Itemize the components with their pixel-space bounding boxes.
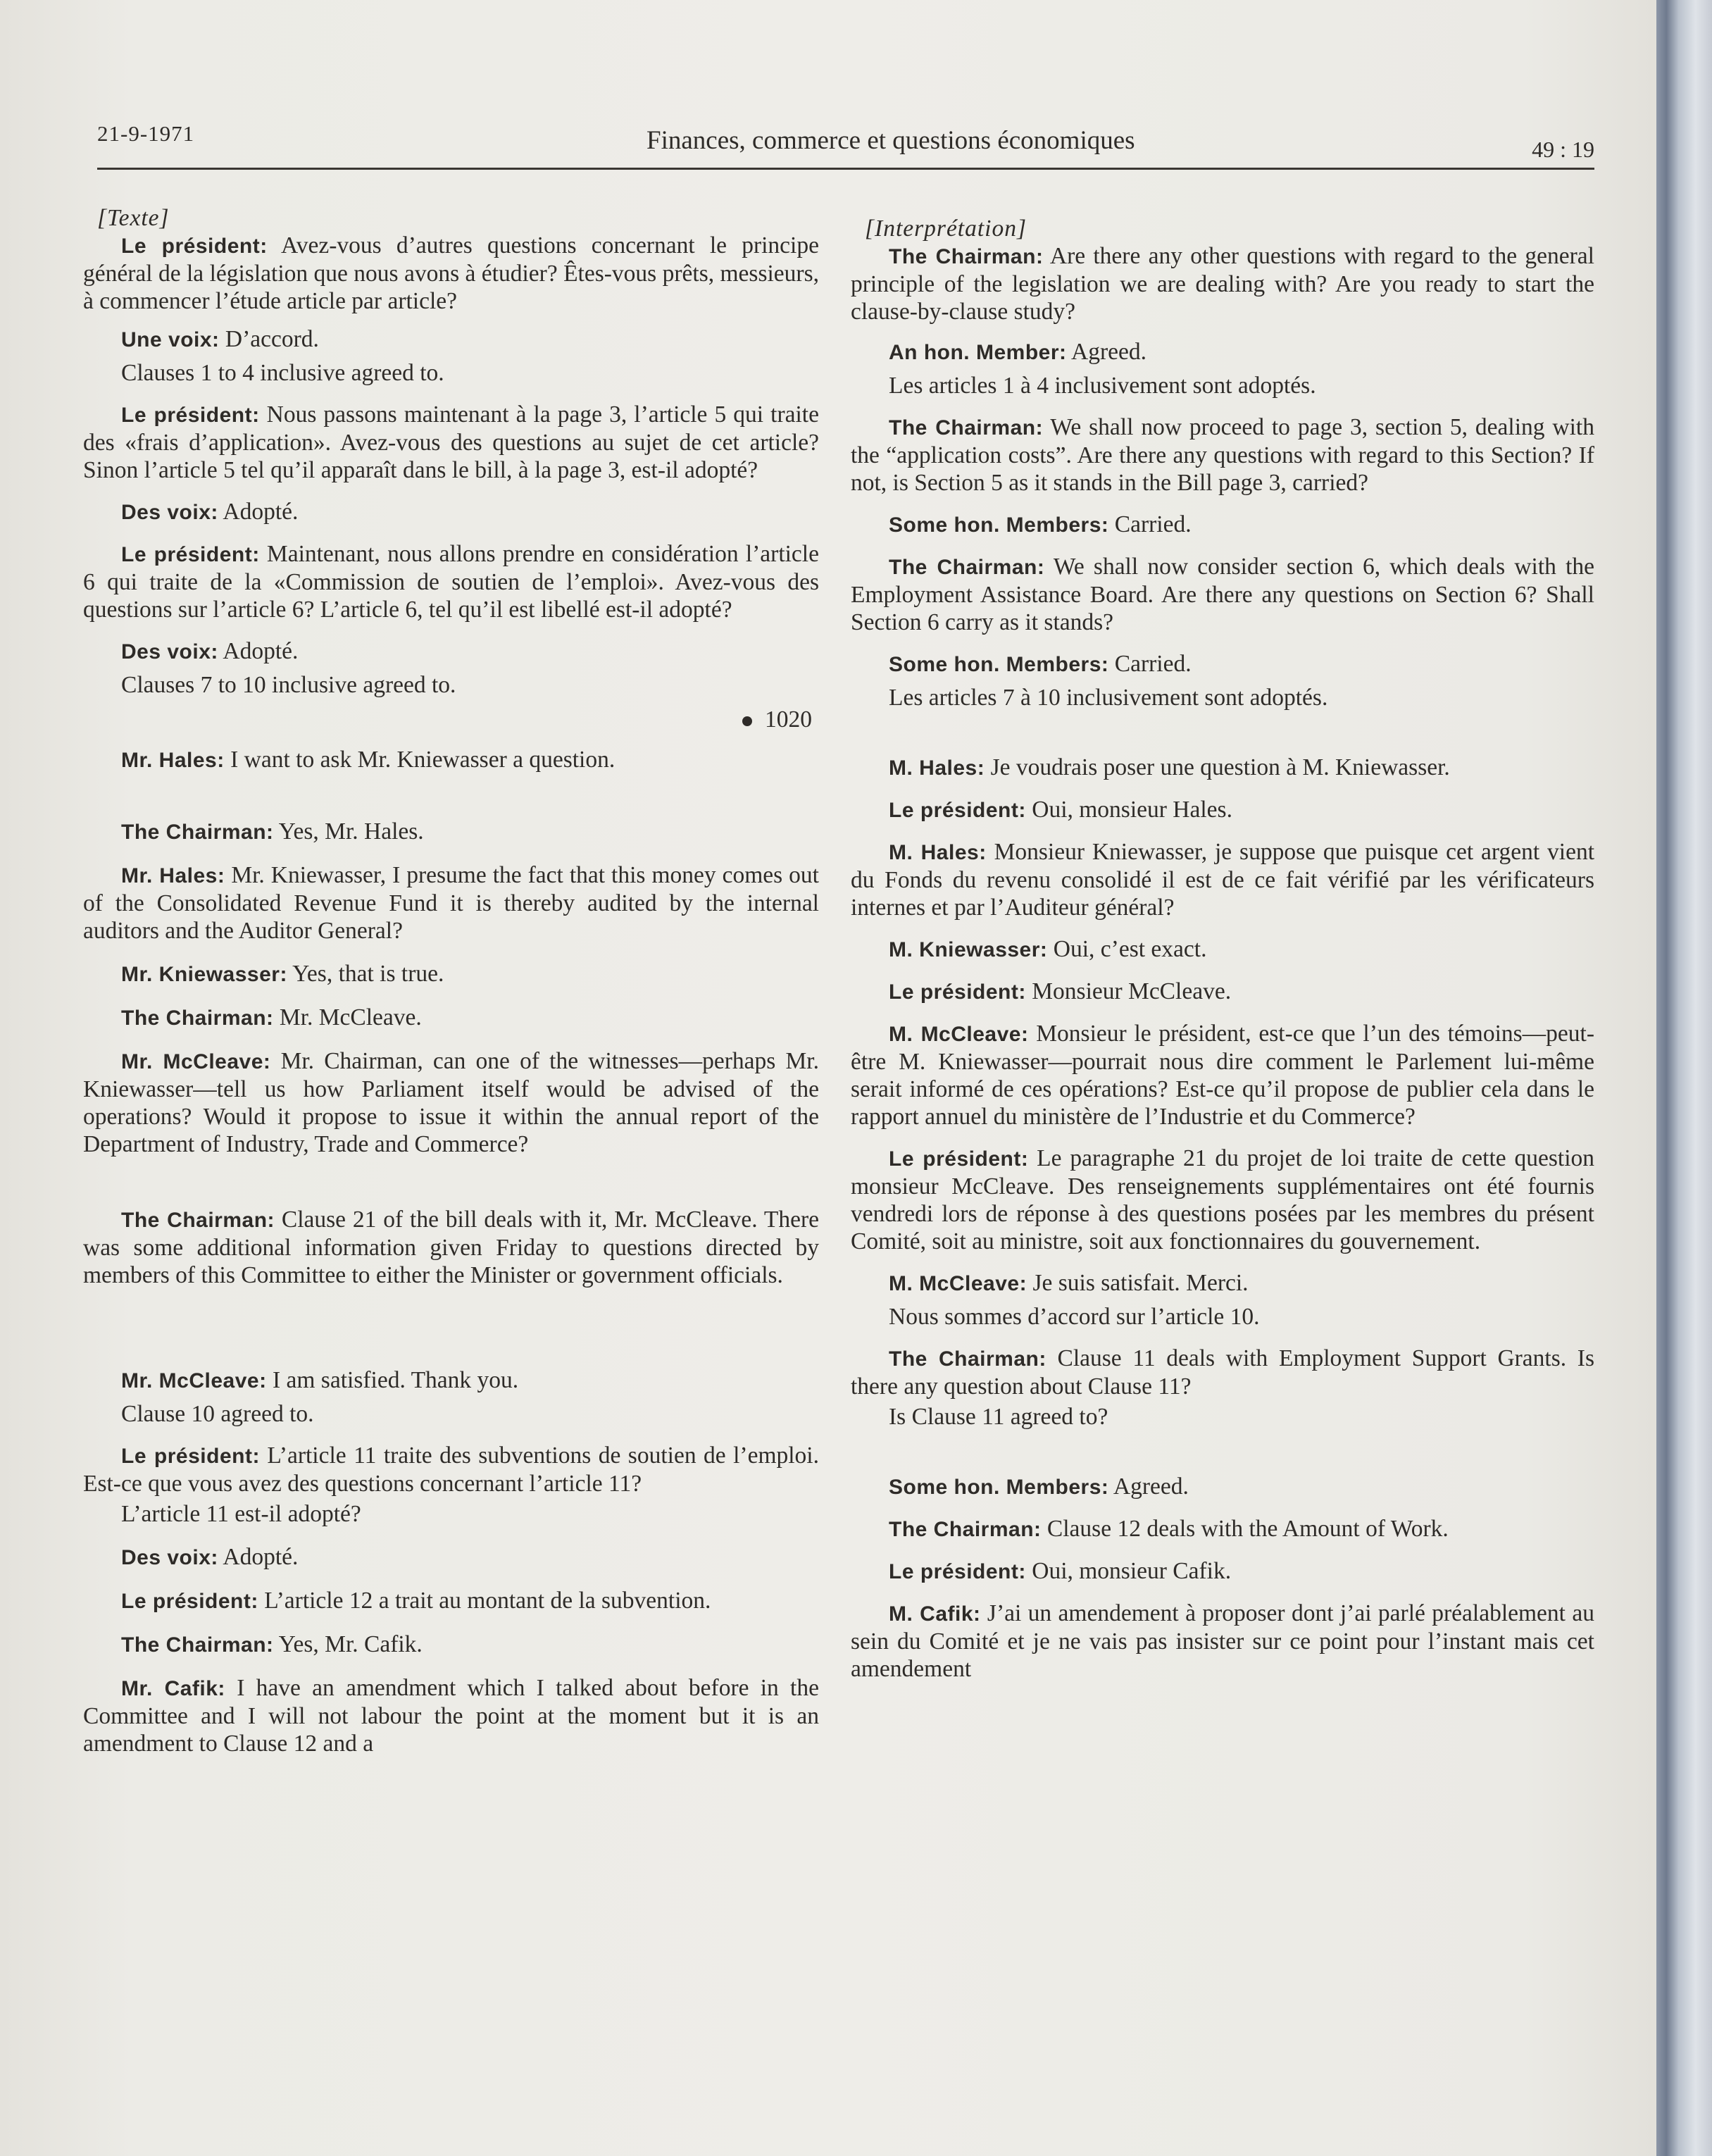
paragraph <box>83 1587 819 1615</box>
speech: Yes, that is true. <box>287 961 444 987</box>
book-edge <box>1656 0 1712 2156</box>
speech: Agreed. <box>1108 1473 1189 1500</box>
paragraph <box>851 1515 1594 1543</box>
paragraph <box>851 553 1594 636</box>
speaker: Mr. Kniewasser: <box>121 963 287 986</box>
speech: Oui, monsieur Hales. <box>1025 797 1232 823</box>
speaker: M. Kniewasser: <box>889 938 1048 961</box>
clause-result: Clause 10 agreed to. <box>121 1401 314 1427</box>
speaker: The Chairman: <box>121 1007 274 1030</box>
clause-result: Clauses 7 to 10 inclusive agreed to. <box>121 672 456 698</box>
speaker: Mr. Hales: <box>121 749 225 772</box>
speech: Carried. <box>1108 651 1192 677</box>
speech: Clause 21 of the bill deals with it, Mr. McCleave. There was some additional information given Friday to questions directed by members of this Committee to either the Minister or government officials. <box>83 1207 819 1288</box>
speaker: Le président: <box>889 1560 1026 1583</box>
speaker: Le président: <box>889 1147 1029 1171</box>
speaker: Mr. McCleave: <box>121 1369 267 1392</box>
time-marker <box>83 706 819 733</box>
speech: Adopté. <box>218 1544 299 1570</box>
speaker: The Chairman: <box>121 1633 274 1657</box>
clause-result: Les articles 7 à 10 inclusivement sont adoptés. <box>889 685 1328 711</box>
speech: I want to ask Mr. Kniewasser a question. <box>224 747 616 773</box>
paragraph <box>83 1206 819 1289</box>
bullet-icon <box>742 716 752 726</box>
speaker: The Chairman: <box>889 1518 1042 1541</box>
speaker: Some hon. Members: <box>889 1476 1109 1499</box>
speaker: The Chairman: <box>121 821 274 844</box>
speaker: The Chairman: <box>889 245 1044 268</box>
paragraph <box>83 1674 819 1757</box>
speech: I am satisfied. Thank you. <box>266 1367 519 1393</box>
speaker: Des voix: <box>121 501 218 524</box>
speech: Adopté. <box>218 638 299 664</box>
speaker: Mr. Cafik: <box>121 1677 225 1700</box>
speaker: Some hon. Members: <box>889 513 1109 537</box>
speech: L’article 11 traite des subventions de soutien de l’emploi. Est-ce que vous avez des questions concernant l’article 11? <box>83 1442 819 1497</box>
speaker: The Chairman: <box>889 556 1045 579</box>
clause-result: Nous sommes d’accord sur l’article 10. <box>889 1304 1260 1330</box>
paragraph <box>83 540 819 623</box>
speaker: Mr. McCleave: <box>121 1050 271 1073</box>
speech: Mr. Kniewasser, I presume the fact that this money comes out of the Consolidated Revenue Fund it is thereby audited by the internal auditors and the Auditor General? <box>83 862 819 944</box>
paragraph <box>851 1600 1594 1683</box>
paragraph <box>83 498 819 526</box>
paragraph <box>851 511 1594 539</box>
clause-result: Clauses 1 to 4 inclusive agreed to. <box>121 360 444 386</box>
paragraph <box>851 796 1594 824</box>
speaker: M. Cafik: <box>889 1602 981 1626</box>
paragraph <box>83 637 819 666</box>
paragraph <box>851 338 1594 366</box>
speech: Mr. Chairman, can one of the witnesses—perhaps Mr. Kniewasser—tell us how Parliament itself would be advised of the operations? Would it propose to issue it within the annual report of the Department of Industry, Trade and Commerce? <box>83 1048 819 1157</box>
running-header <box>97 118 1594 170</box>
clause-question: L’article 11 est-il adopté? <box>121 1501 361 1527</box>
speaker: Le président: <box>121 1445 260 1468</box>
time-marker-text: 1020 <box>765 706 812 733</box>
clause-result: Les articles 1 à 4 inclusivement sont adoptés. <box>889 373 1316 399</box>
speech: Le paragraphe 21 du projet de loi traite de cette question monsieur McCleave. Des renseignements supplémentaires ont été fournis vendredi lors de réponse à des questions posées par les membres du présent Comité, soit au ministre, soit aux fonctionnaires du gouvernement. <box>851 1145 1595 1254</box>
speech: I have an amendment which I talked about before in the Committee and I will not labour the point at the moment but it is an amendment to Clause 12 and a <box>83 1675 819 1757</box>
speech: Monsieur le président, est-ce que l’un des témoins—peut-être M. Kniewasser—pourrait nous dire comment le Parlement lui-même serait informé de ces opérations? Est-ce qu’il propose de publier cela dans le rapport annuel du ministère de l’Industrie et du Commerce? <box>851 1021 1594 1130</box>
speech: D’accord. <box>219 326 319 352</box>
speaker: Le président: <box>121 404 260 427</box>
right-column <box>851 215 1594 1683</box>
speech: We shall now proceed to page 3, section 5, dealing with the “application costs”. Are there any questions with regard to this Section? If not, is Section 5 as it stands in the Bill page 3, carried? <box>851 414 1594 496</box>
header-date: 21-9-1971 <box>97 121 195 146</box>
section-tag: [Texte] <box>97 205 170 231</box>
paragraph <box>83 1631 819 1659</box>
paragraph <box>83 1047 819 1158</box>
speaker: The Chairman: <box>889 1347 1046 1371</box>
speech: Oui, c’est exact. <box>1047 936 1207 962</box>
section-tag: [Interprétation] <box>865 216 1027 242</box>
paragraph <box>83 861 819 945</box>
paragraph <box>851 1269 1594 1297</box>
speech: Avez-vous d’autres questions concernant le principe général de la législation que nous avons à étudier? Êtes-vous prêts, messieurs, à commencer l’étude article par article? <box>83 232 819 314</box>
paragraph <box>83 325 819 354</box>
speech: Clause 11 deals with Employment Support Grants. Is there any question about Clause 11? <box>851 1345 1595 1400</box>
speaker: Le président: <box>121 543 260 566</box>
speaker: Le président: <box>121 1590 258 1613</box>
clause-question: Is Clause 11 agreed to? <box>889 1404 1108 1430</box>
speaker: Le président: <box>889 980 1026 1004</box>
speaker: The Chairman: <box>121 1209 275 1232</box>
paragraph <box>83 1366 819 1395</box>
speaker: M. Hales: <box>889 756 985 780</box>
speech: J’ai un amendement à proposer dont j’ai parlé préalablement au sein du Comité et je ne vais pas insister sur ce point pour l’instant mais cet amendement <box>851 1600 1594 1682</box>
speech: L’article 12 a trait au montant de la subvention. <box>258 1588 711 1614</box>
paragraph <box>83 1004 819 1032</box>
header-title: Finances, commerce et questions économiques <box>646 126 1135 155</box>
speaker: Une voix: <box>121 328 220 351</box>
speaker: Le président: <box>889 799 1026 822</box>
paragraph <box>83 1543 819 1571</box>
speaker: Des voix: <box>121 1546 218 1569</box>
paragraph <box>851 1473 1594 1501</box>
speech: Clause 12 deals with the Amount of Work. <box>1041 1516 1449 1542</box>
speech: Adopté. <box>218 499 299 525</box>
speech: Monsieur McCleave. <box>1025 978 1232 1004</box>
paragraph <box>83 1442 819 1497</box>
speaker: Some hon. Members: <box>889 653 1109 676</box>
speech: Oui, monsieur Cafik. <box>1025 1558 1232 1584</box>
speech: Mr. McCleave. <box>273 1004 422 1030</box>
speaker: M. McCleave: <box>889 1272 1027 1295</box>
paragraph <box>83 818 819 846</box>
speech: Yes, Mr. Hales. <box>273 818 424 845</box>
paragraph <box>851 838 1594 921</box>
paragraph <box>851 978 1594 1006</box>
paragraph <box>83 401 819 484</box>
speaker: M. McCleave: <box>889 1023 1029 1046</box>
speech: We shall now consider section 6, which deals with the Employment Assistance Board. Are there any questions on Section 6? Shall Section 6 carry as it stands? <box>851 554 1594 635</box>
paragraph <box>851 413 1594 497</box>
page-number: 49 : 19 <box>1532 137 1594 162</box>
speaker: Le président: <box>121 235 268 258</box>
speech: Je suis satisfait. Merci. <box>1027 1270 1249 1296</box>
speech: Maintenant, nous allons prendre en considération l’article 6 qui traite de la «Commission de soutien de l’emploi». Avez-vous des questions sur l’article 6? L’article 6, tel qu’il est libellé est-il adopté? <box>83 541 819 623</box>
paragraph <box>851 1345 1594 1400</box>
paragraph <box>851 242 1594 325</box>
paragraph <box>83 232 819 315</box>
speaker: Des voix: <box>121 640 218 663</box>
paragraph <box>851 1557 1594 1585</box>
left-column <box>83 204 819 1757</box>
paragraph <box>851 1145 1594 1255</box>
speech: Are there any other questions with regard to the general principle of the legislation we are dealing with? Are you ready to start the clause-by-clause study? <box>851 243 1594 325</box>
paragraph <box>83 960 819 988</box>
speech: Je voudrais poser une question à M. Kniewasser. <box>985 754 1450 780</box>
speech: Monsieur Kniewasser, je suppose que puisque cet argent vient du Fonds du revenu consolidé il est de ce fait vérifié par les vérificateurs internes et par l’Auditeur général? <box>851 839 1594 921</box>
speaker: M. Hales: <box>889 841 987 864</box>
speech: Carried. <box>1108 511 1192 537</box>
paragraph <box>851 935 1594 964</box>
paragraph <box>851 1020 1594 1130</box>
speaker: Mr. Hales: <box>121 864 225 887</box>
speaker: An hon. Member: <box>889 341 1067 364</box>
paragraph <box>851 650 1594 678</box>
paragraph <box>851 754 1594 782</box>
speech: Yes, Mr. Cafik. <box>273 1631 423 1657</box>
paragraph <box>83 746 819 774</box>
speaker: The Chairman: <box>889 416 1044 440</box>
speech: Nous passons maintenant à la page 3, l’article 5 qui traite des «frais d’application». Avez-vous des questions au sujet de cet article? Sinon l’article 5 tel qu’il apparaît dans le bill, à la page 3, est-il adopté? <box>83 401 819 483</box>
speech: Agreed. <box>1066 339 1146 365</box>
